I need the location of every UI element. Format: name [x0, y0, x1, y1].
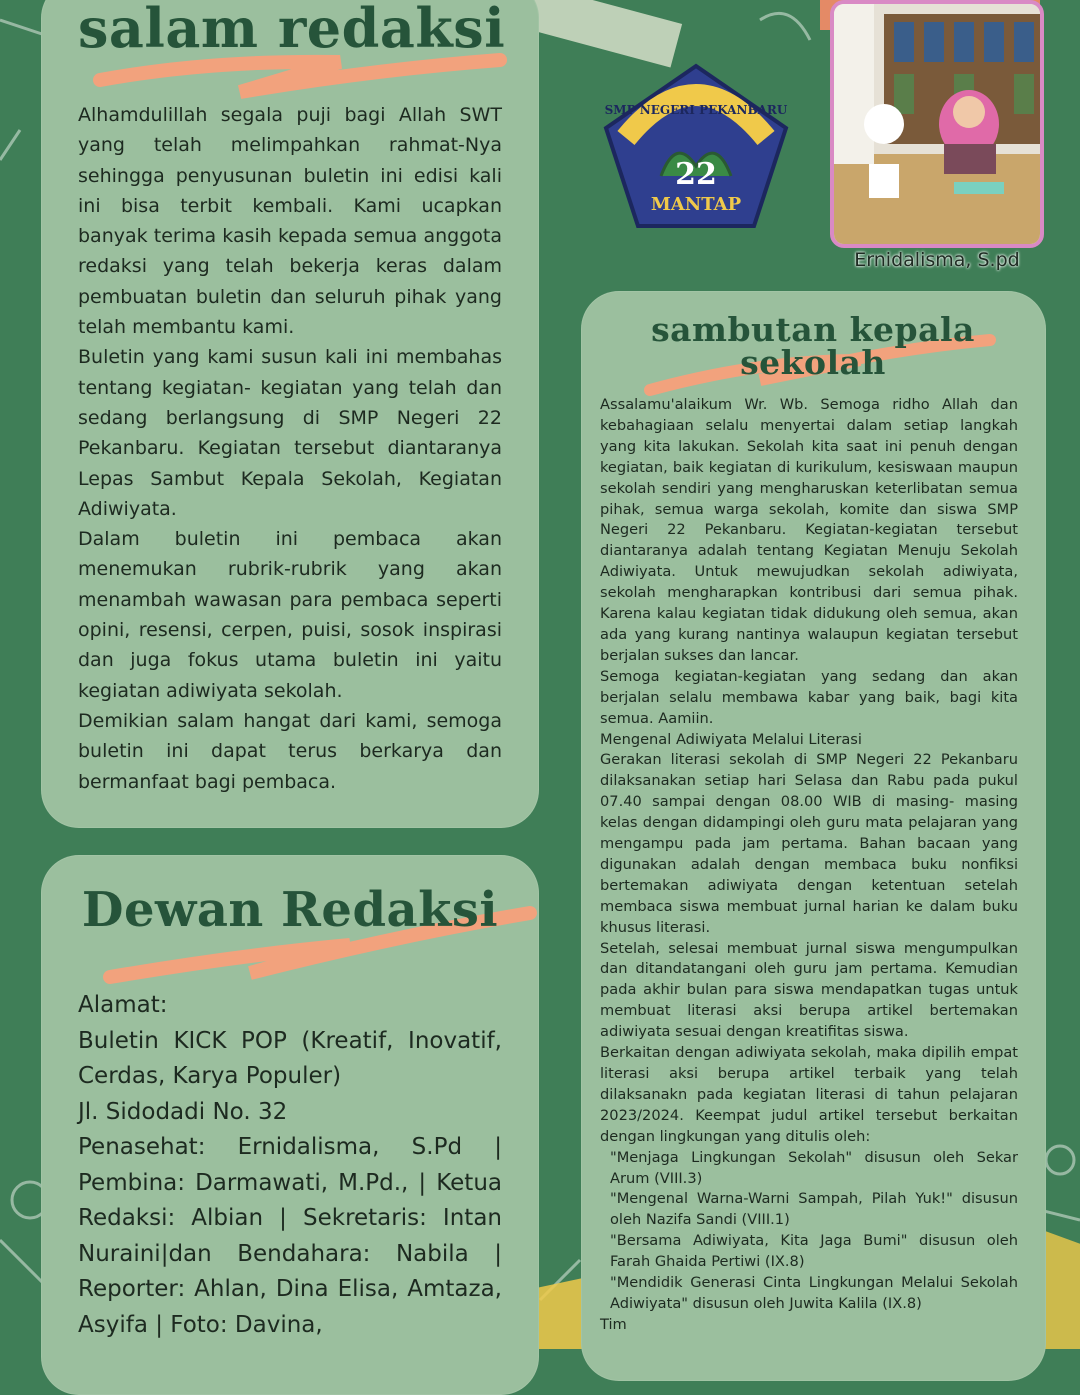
principal-photo-frame: [830, 0, 1044, 248]
principal-photo: [834, 4, 1044, 248]
logo-arc-text: SMP NEGERI PEKANBARU: [604, 103, 788, 117]
article-item: "Mengenal Warna-Warni Sampah, Pilah Yuk!" disusun oleh Nazifa Sandi (VIII.1): [610, 1190, 1018, 1229]
salam-paragraph: Buletin yang kami susun kali ini membahas tentang kegiatan- kegiatan yang telah dan sedang berlangsung di SMP Negeri 22 Pekanbaru. Kegiatan tersebut diantaranya Lepas Sambut Kepala Sekolah, Kegiatan Adiwiyata.: [78, 346, 502, 520]
article-item: "Mendidik Generasi Cinta Lingkungan Melalui Sekolah Adiwiyata" disusun oleh Juwita Kalila (IX.8): [610, 1274, 1018, 1312]
dewan-line: Jl. Sidodadi No. 32: [78, 1098, 288, 1125]
salam-paragraph: Alhamdulillah segala puji bagi Allah SWT yang telah melimpahkan rahmat-Nya sehingga penyusunan buletin ini edisi kali ini bisa terbit kembali. Kami ucapkan banyak terima kasih kepada semua anggota redaksi yang telah bekerja keras dalam pembuatan buletin dan seluruh pihak yang telah membantu kami.: [78, 104, 502, 339]
principal-caption: Ernidalisma, S.pd: [854, 249, 1020, 271]
sambutan-title: [600, 310, 1026, 382]
sambutan-title-line2: sekolah: [740, 343, 886, 382]
article-item: "Menjaga Lingkungan Sekolah" disusun oleh Sekar Arum (VIII.3): [610, 1148, 1018, 1187]
salam-paragraph: Dalam buletin ini pembaca akan menemukan rubrik-rubrik yang akan menambah wawasan para pembaca seperti opini, resensi, cerpen, puisi, sosok inspirasi dan juga fokus utama buletin ini yaitu kegiatan adiwiyata sekolah.: [78, 528, 502, 702]
article-item: "Bersama Adiwiyata, Kita Jaga Bumi" disusun oleh Farah Ghaida Pertiwi (IX.8): [610, 1232, 1018, 1271]
dewan-redaksi-body: [78, 988, 502, 1343]
dewan-redaksi-title: Dewan Redaksi: [81, 882, 499, 938]
address-label: Alamat:: [78, 992, 168, 1018]
logo-motto: MANTAP: [650, 194, 742, 215]
sambutan-paragraph: Assalamu'alaikum Wr. Wb. Semoga ridho Allah dan kebahagiaan selalu menyertai dalam setiap langkah yang kita lakukan. Sekolah kita saat ini penuh dengan kegiatan, baik kegiatan di kurikulum, kesiswaan maupun sekolah sendiri yang mengharuskan keterlibatan semua pihak, semua warga sekolah, komite dan siswa SMP Negeri 22 Pekanbaru. Kegiatan-kegiatan tersebut diantaranya adalah tentang Kegiatan Menuju Sekolah Adiwiyata. Untuk mewujudkan sekolah adiwiyata, sekolah mengharapkan kontribusi dari semua pihak. Karena kalau kegiatan tidak didukung oleh semua, akan ada yang kurang nantinya walaupun kegiatan tersebut berjalan sukses dan lancar.: [600, 396, 1018, 664]
sambutan-paragraph: Setelah, selesai membuat jurnal siswa mengumpulkan dan ditandatangani oleh guru jam pertama. Kemudian pada akhir bulan para siswa mendapatkan tugas untuk membuat literasi aksi berupa artikel bertemakan adiwiyata sesuai dengan kreatifitas siswa.: [600, 939, 1018, 1041]
salam-redaksi-body: [78, 100, 502, 797]
sambutan-closing: Tim: [600, 1315, 627, 1333]
school-logo: [596, 56, 796, 236]
sambutan-paragraph: Gerakan literasi sekolah di SMP Negeri 22 Pekanbaru dilaksanakan setiap hari Selasa dan Rabu pada pukul 07.40 sampai dengan 08.00 WIB di masing- masing kelas dengan didampingi oleh guru mata pelajaran yang mengampu pada jam pertama. Bahan bacaan yang digunakan adalah dengan membaca buku nonfiksi bertemakan adiwiyata dengan ketentuan setelah membaca siswa membuat jurnal harian ke dalam buku khusus literasi.: [600, 751, 1018, 936]
logo-number: 22: [675, 157, 717, 192]
sambutan-paragraph: Berkaitan dengan adiwiyata sekolah, maka dipilih empat literasi aksi berupa artikel terbaik yang telah dilaksanakn pada kegiatan literasi di tahun pelajaran 2023/2024. Keempat judul artikel tersebut berkaitan dengan lingkungan yang ditulis oleh:: [600, 1044, 1018, 1145]
salam-paragraph: Demikian salam hangat dari kami, semoga buletin ini dapat terus berkarya dan bermanfaat bagi pembaca.: [78, 709, 502, 793]
salam-redaksi-title: salam redaksi: [78, 0, 506, 60]
dewan-line: Buletin KICK POP (Kreatif, Inovatif, Cerdas, Karya Populer): [78, 1027, 502, 1089]
sambutan-title-line1: sambutan kepala: [651, 310, 975, 349]
dewan-line: Penasehat: Ernidalisma, S.Pd | Pembina: Darmawati, M.Pd., | Ketua Redaksi: Albian | Sekretaris: Intan Nuraini|dan Bendahara: Nabila | Reporter: Ahlan, Dina Elisa, Amtaza, Asyifa | Foto: Davina,: [78, 1134, 502, 1338]
sambutan-paragraph: Semoga kegiatan-kegiatan yang sedang dan akan berjalan selalu membawa kabar yang baik, bagi kita semua. Aamiin.: [600, 667, 1018, 727]
sambutan-subheading: Mengenal Adiwiyata Melalui Literasi: [600, 730, 862, 748]
sambutan-body: [600, 395, 1018, 1336]
